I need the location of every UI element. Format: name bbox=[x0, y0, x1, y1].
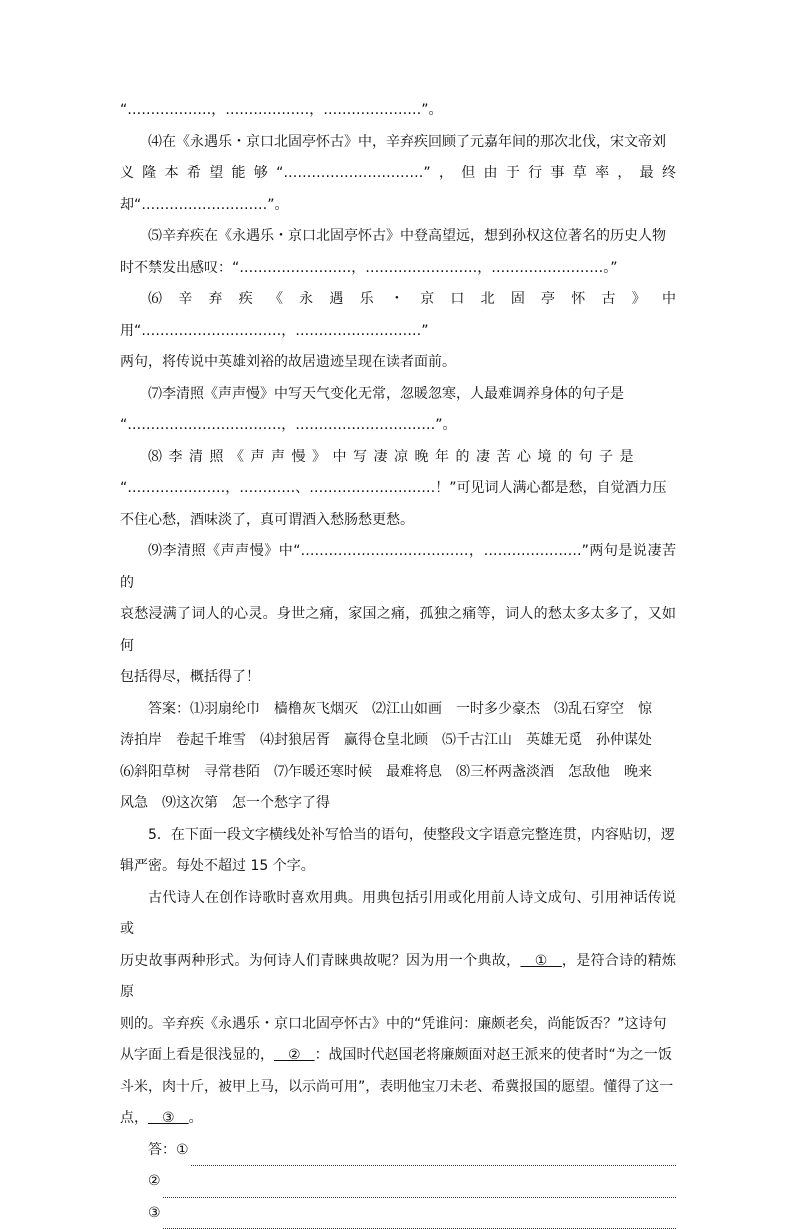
q9-line-1: ⑼李清照《声声慢》中“………………………………，…………………”两句是说凄苦的 bbox=[120, 536, 676, 599]
passage-line-3: 则的。辛弃疾《永遇乐・京口北固亭怀古》中的“凭谁问：廉颇老矣，尚能饭否？”这诗句 bbox=[120, 1009, 676, 1041]
passage bbox=[120, 883, 676, 1135]
q5b-line-2: 辑严密。每处不超过 15 个字。 bbox=[120, 851, 676, 883]
blank-2: ＿②＿ bbox=[274, 1047, 315, 1063]
question-6 bbox=[120, 284, 676, 379]
answer-fill-3[interactable] bbox=[163, 1206, 676, 1229]
q3-tail: “………………，………………，…………………”。 bbox=[120, 95, 676, 127]
q5-line-1: ⑸辛弃疾在《永遇乐・京口北固亭怀古》中登高望远，想到孙权这位著名的历史人物 bbox=[120, 221, 676, 253]
passage-text: 。 bbox=[189, 1110, 203, 1126]
passage-text: 点， bbox=[120, 1110, 148, 1126]
q9-line-3: 包括得尽，概括得了！ bbox=[120, 662, 676, 694]
passage-line-5: 斗米，肉十斤，被甲上马，以示尚可用”，表明他宝刀未老、希冀报国的愿望。懂得了这一 bbox=[120, 1072, 676, 1104]
answer-label-2: ② bbox=[148, 1166, 161, 1198]
q4-line-1: ⑷在《永遇乐・京口北固亭怀古》中，辛弃疾回顾了元嘉年间的那次北伐，宋文帝刘 bbox=[120, 127, 676, 159]
answer-fill-1[interactable] bbox=[191, 1143, 676, 1166]
q7-line-2: “……………………………，…………………………”。 bbox=[120, 410, 676, 442]
q8-line-2: “…………………，…………、………………………！”可见词人满心都是愁，自觉酒力压 bbox=[120, 473, 676, 505]
answer-lines bbox=[120, 1135, 676, 1229]
answer-label-1: 答：① bbox=[148, 1135, 189, 1167]
answer-block bbox=[120, 694, 676, 820]
answer-fill-2[interactable] bbox=[163, 1175, 676, 1198]
answer-line-2: 涛拍岸 卷起千堆雪 ⑷封狼居胥 赢得仓皇北顾 ⑸千古江山 英雄无觅 孙仲谋处 bbox=[120, 725, 676, 757]
passage-line-4 bbox=[120, 1040, 676, 1072]
answer-line-2-row[interactable] bbox=[148, 1166, 676, 1198]
answer-line-1-row[interactable] bbox=[148, 1135, 676, 1167]
passage-text: ，是符合诗的精炼原 bbox=[120, 953, 676, 1001]
question-5-fill bbox=[120, 820, 676, 883]
question-9 bbox=[120, 536, 676, 694]
q6-line-1: ⑹辛弃疾《永遇乐・京口北固亭怀古》中用“…………………………，………………………” bbox=[120, 284, 676, 347]
passage-line-2 bbox=[120, 946, 676, 1009]
question-8 bbox=[120, 442, 676, 537]
passage-text: 从字面上看是很浅显的， bbox=[120, 1047, 274, 1063]
q9-line-2: 哀愁浸满了词人的心灵。身世之痛，家国之痛，孤独之痛等，词人的愁太多太多了，又如何 bbox=[120, 599, 676, 662]
passage-line-6 bbox=[120, 1103, 676, 1135]
q5-line-2: 时不禁发出感叹：“……………………，……………………，……………………。” bbox=[120, 253, 676, 285]
question-4 bbox=[120, 127, 676, 222]
answer-line-1: 答案：⑴羽扇纶巾 樯橹灰飞烟灭 ⑵江山如画 一时多少豪杰 ⑶乱石穿空 惊 bbox=[120, 694, 676, 726]
q7-line-1: ⑺李清照《声声慢》中写天气变化无常，忽暖忽寒，人最难调养身体的句子是 bbox=[120, 379, 676, 411]
question-5 bbox=[120, 221, 676, 284]
answer-line-4: 风急 ⑼这次第 怎一个愁字了得 bbox=[120, 788, 676, 820]
answer-line-3: ⑹斜阳草树 寻常巷陌 ⑺乍暖还寒时候 最难将息 ⑻三杯两盏淡酒 怎敌他 晚来 bbox=[120, 757, 676, 789]
answer-label-3: ③ bbox=[148, 1198, 161, 1229]
passage-text: 历史故事两种形式。为何诗人们青睐典故呢？因为用一个典故， bbox=[120, 953, 520, 969]
q4-line-2: 义隆本希望能够“…………………………”，但由于行事草率，最终却“………………………”。 bbox=[120, 158, 676, 221]
blank-3: ＿③＿ bbox=[148, 1110, 189, 1126]
q6-line-2: 两句，将传说中英雄刘裕的故居遗迹呈现在读者面前。 bbox=[120, 347, 676, 379]
document-page bbox=[120, 95, 676, 1229]
passage-line-1: 古代诗人在创作诗歌时喜欢用典。用典包括引用或化用前人诗文成句、引用神话传说或 bbox=[120, 883, 676, 946]
question-7 bbox=[120, 379, 676, 442]
q8-line-3: 不住心愁，酒味淡了，真可谓酒入愁肠愁更愁。 bbox=[120, 505, 676, 537]
q5b-line-1: 5．在下面一段文字横线处补写恰当的语句，使整段文字语意完整连贯，内容贴切，逻 bbox=[120, 820, 676, 852]
blank-1: ＿①＿ bbox=[520, 953, 561, 969]
passage-text: ：战国时代赵国老将廉颇面对赵王派来的使者时“为之一饭 bbox=[315, 1047, 672, 1063]
answer-line-3-row[interactable] bbox=[148, 1198, 676, 1229]
q8-line-1: ⑻李清照《声声慢》中写凄凉晚年的凄苦心境的句子是 bbox=[120, 442, 676, 474]
